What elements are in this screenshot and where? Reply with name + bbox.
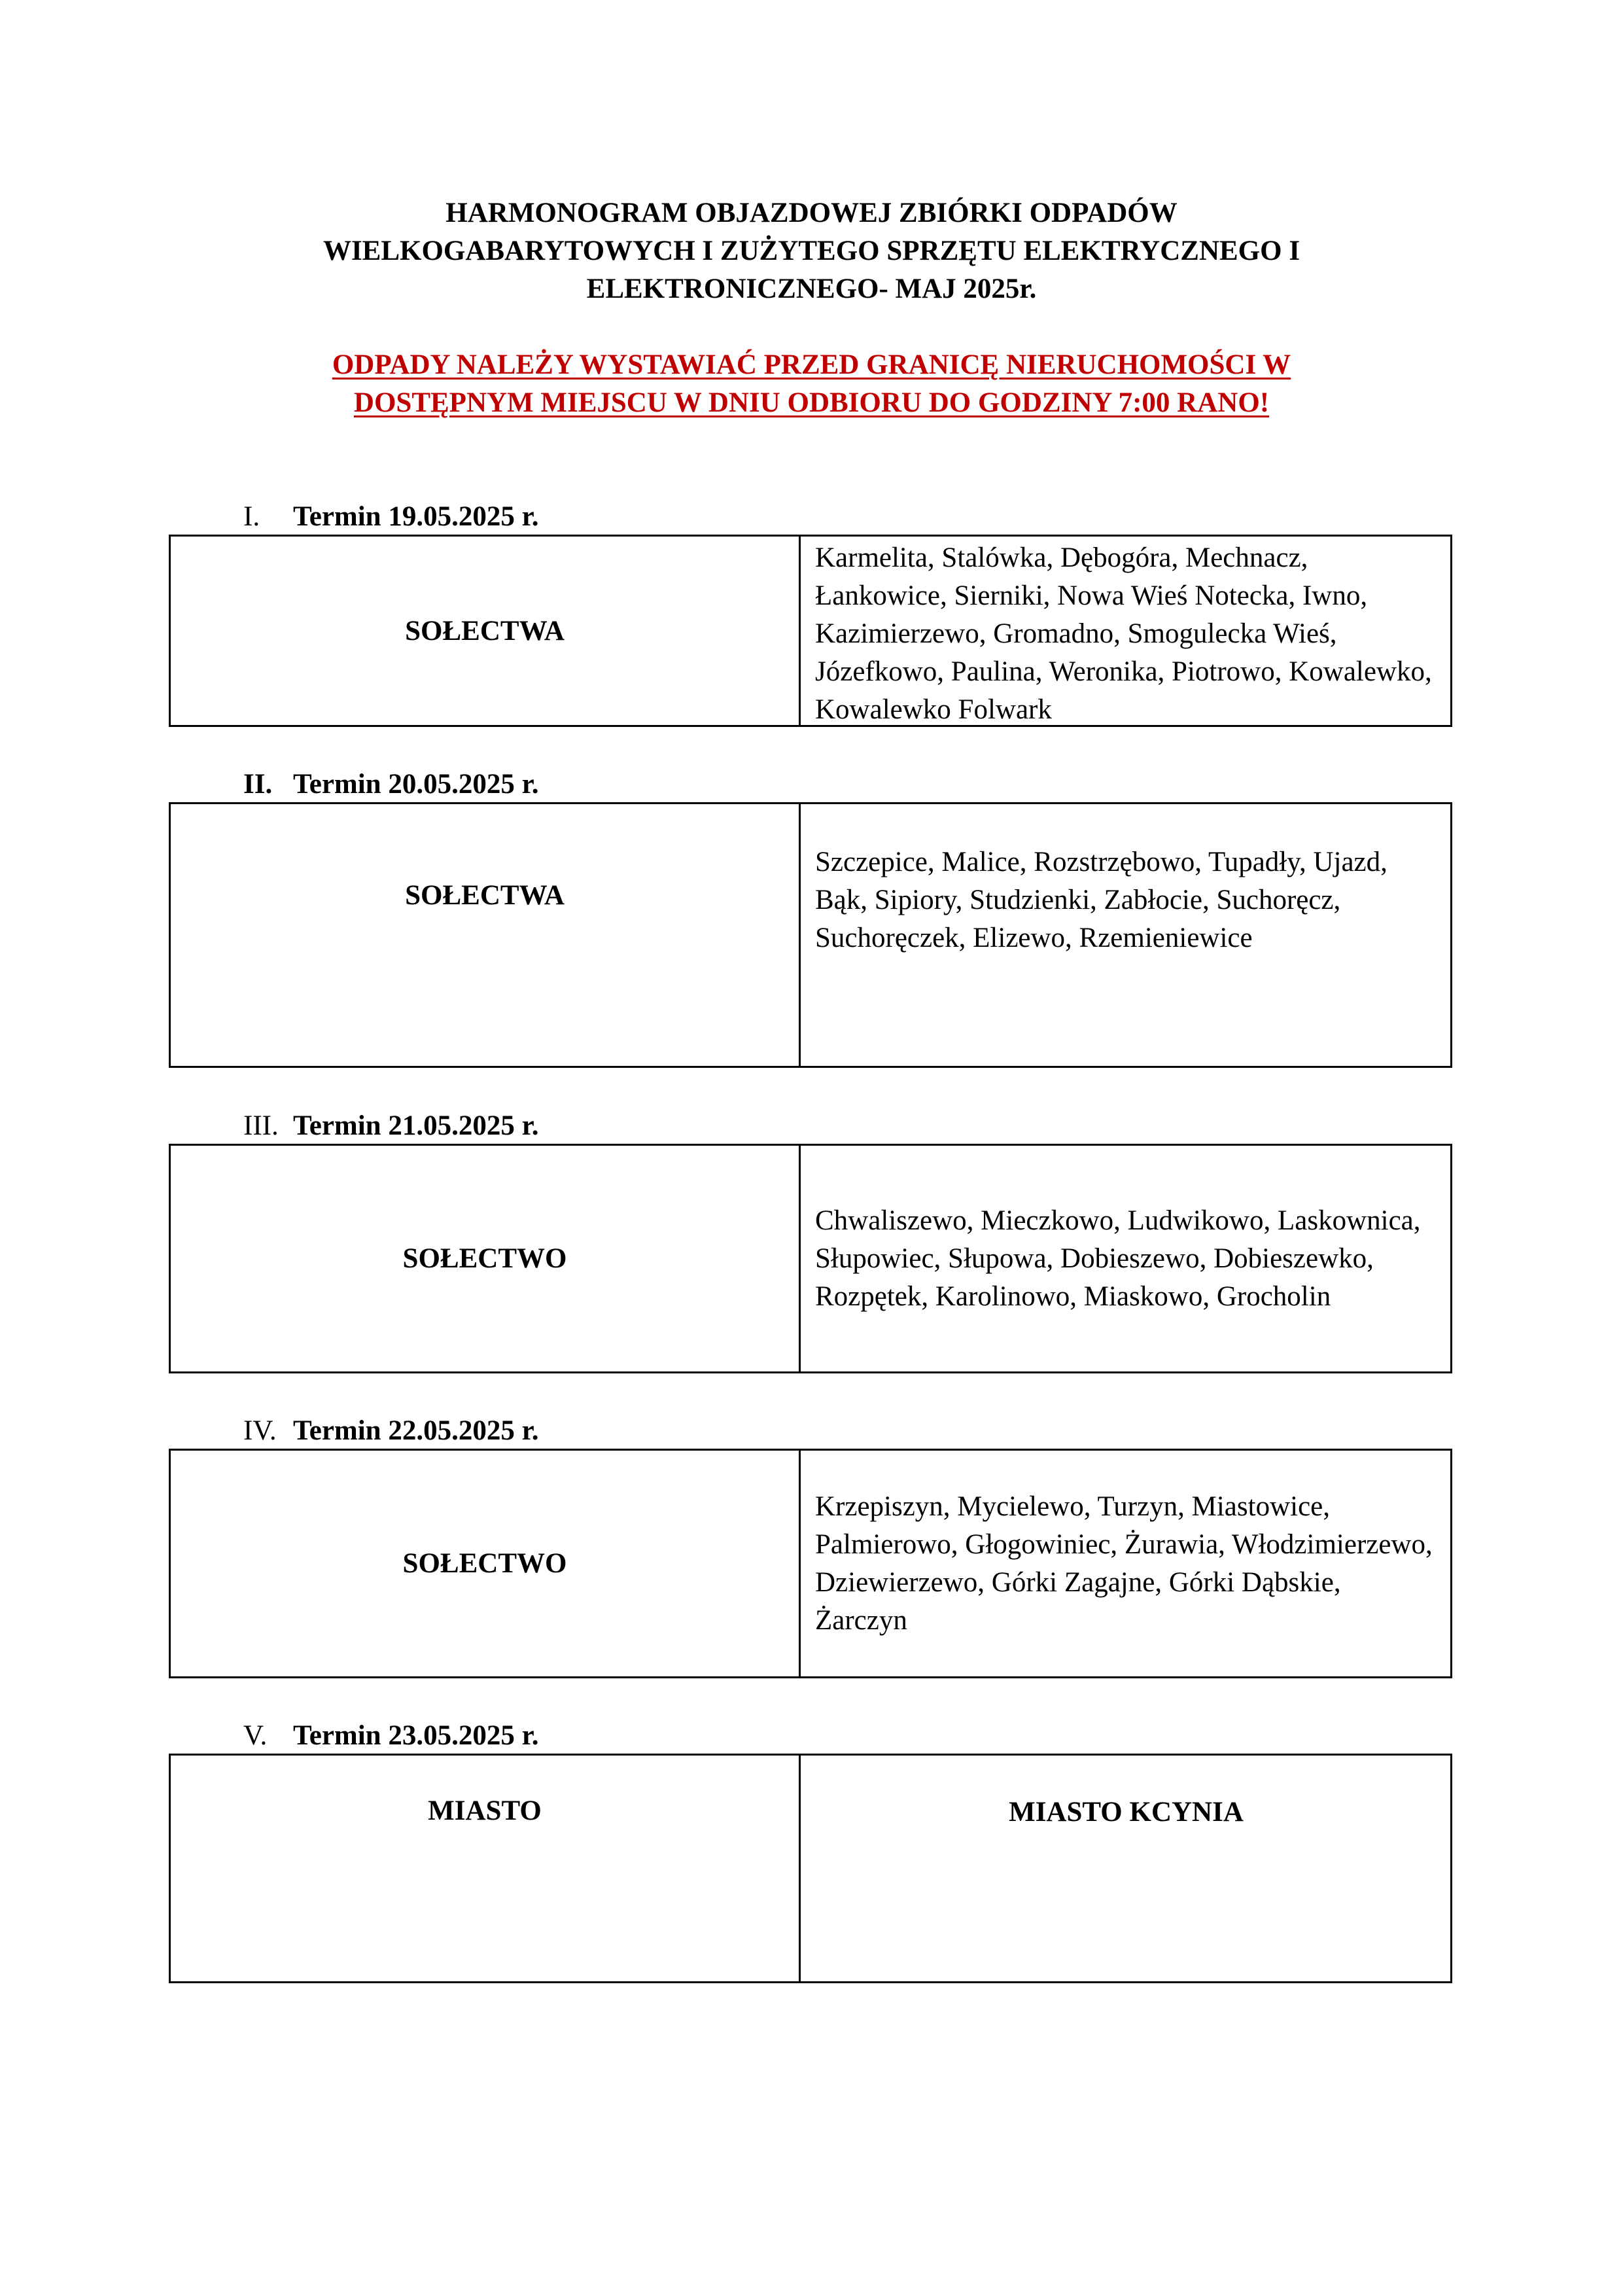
localities-cell: MIASTO KCYNIA xyxy=(1009,1797,1244,1828)
term-numeral: III. xyxy=(243,1110,279,1141)
term-heading-5 xyxy=(243,1720,538,1752)
term-label: Termin 21.05.2025 r. xyxy=(293,1110,539,1141)
term-label: Termin 22.05.2025 r. xyxy=(293,1415,539,1446)
notice-line-2: DOSTĘPNYM MIEJSCU W DNIU ODBIORU DO GODZINY 7:00 RANO! xyxy=(353,387,1270,418)
term-table-4 xyxy=(169,1449,1452,1678)
term-label: Termin 23.05.2025 r. xyxy=(293,1720,539,1751)
document-title-line-1: HARMONOGRAM OBJAZDOWEJ ZBIÓRKI ODPADÓW xyxy=(445,198,1178,228)
term-heading-4 xyxy=(243,1415,538,1447)
localities-cell: Krzepiszyn, Mycielewo, Turzyn, Miastowice, Palmierowo, Głogowiniec, Żurawia, Włodzimierzewo, Dziewierzewo, Górki Zagajne, Górki Dąbskie, Żarczyn xyxy=(815,1491,1433,1636)
term-heading-1 xyxy=(243,501,538,533)
localities-cell: Szczepice, Malice, Rozstrzębowo, Tupadły, Ujazd, Bąk, Sipiory, Studzienki, Zabłocie, Suchoręcz, Suchoręczek, Elizewo, Rzemieniewice xyxy=(815,847,1387,953)
area-type-cell: MIASTO xyxy=(171,1756,801,1981)
area-type-cell: SOŁECTWO xyxy=(171,1146,801,1371)
term-table-3 xyxy=(169,1144,1452,1373)
area-type-cell: SOŁECTWA xyxy=(171,537,801,725)
term-numeral: I. xyxy=(243,501,260,532)
notice-warning xyxy=(0,346,1623,422)
term-numeral: II. xyxy=(243,769,273,800)
term-table-2 xyxy=(169,802,1452,1068)
term-heading-3 xyxy=(243,1110,538,1142)
term-table-1 xyxy=(169,535,1452,727)
document-title-line-3: ELEKTRONICZNEGO- MAJ 2025r. xyxy=(586,274,1037,304)
document-title-line-2: WIELKOGABARYTOWYCH I ZUŻYTEGO SPRZĘTU ELEKTRYCZNEGO I xyxy=(323,236,1300,266)
area-type-cell: SOŁECTWA xyxy=(171,804,801,1066)
term-label: Termin 19.05.2025 r. xyxy=(293,501,539,532)
term-numeral: IV. xyxy=(243,1415,277,1446)
localities-cell: Karmelita, Stalówka, Dębogóra, Mechnacz, Łankowice, Sierniki, Nowa Wieś Notecka, Iwno, Kazimierzewo, Gromadno, Smogulecka Wieś, Józefkowo, Paulina, Weronika, Piotrowo, Kowalewko, Kowalewko Folwark xyxy=(815,542,1432,725)
document-title xyxy=(0,194,1623,308)
localities-cell: Chwaliszewo, Mieczkowo, Ludwikowo, Laskownica, Słupowiec, Słupowa, Dobieszewo, Dobieszewko, Rozpętek, Karolinowo, Miaskowo, Grocholin xyxy=(815,1205,1421,1312)
notice-line-1: ODPADY NALEŻY WYSTAWIAĆ PRZED GRANICĘ NIERUCHOMOŚCI W xyxy=(332,349,1291,380)
term-numeral: V. xyxy=(243,1720,268,1751)
area-type-cell: SOŁECTWO xyxy=(171,1451,801,1676)
term-heading-2 xyxy=(243,768,538,801)
term-table-5 xyxy=(169,1754,1452,1983)
term-label: Termin 20.05.2025 r. xyxy=(293,769,539,800)
